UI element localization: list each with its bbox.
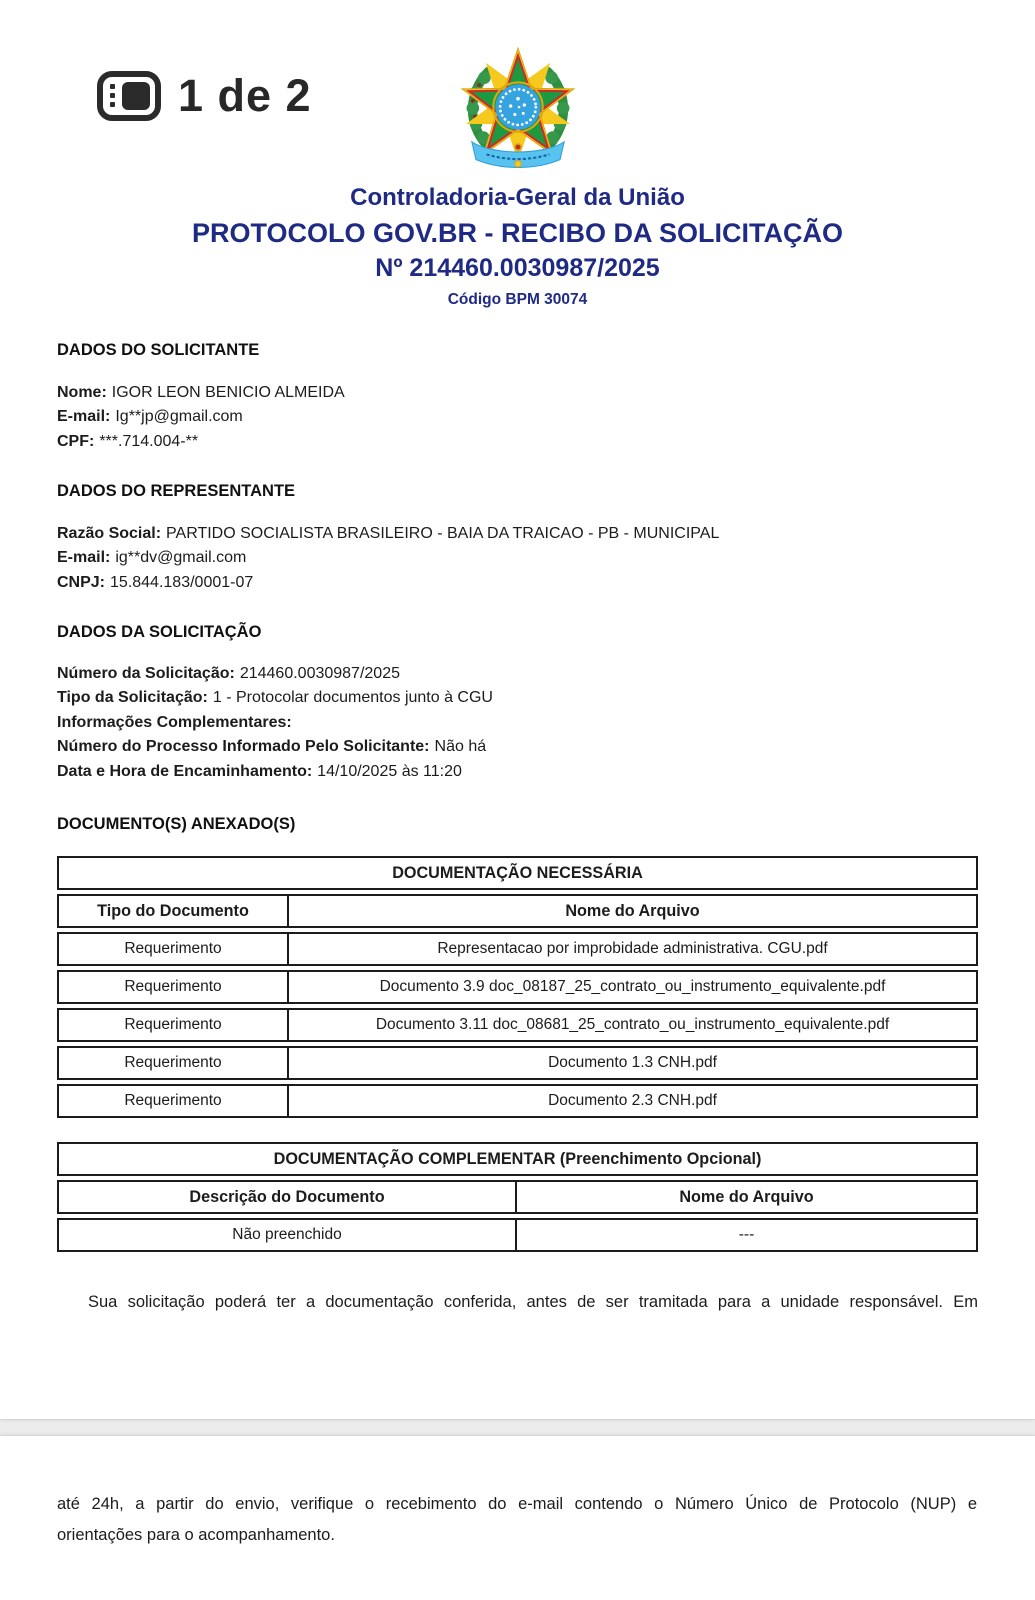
field-numero-solicitacao [57, 662, 978, 686]
field-label: E-mail: [57, 408, 111, 426]
field-cnpj [57, 571, 978, 595]
field-value: PARTIDO SOCIALISTA BRASILEIRO - BAIA DA TRAICAO - PB - MUNICIPAL [166, 525, 720, 542]
field-value: ***.714.004-** [99, 432, 199, 450]
document-title: PROTOCOLO GOV.BR - RECIBO DA SOLICITAÇÃO [191, 218, 844, 248]
field-label: Razão Social: [57, 525, 162, 542]
table-row [57, 1084, 978, 1118]
cell-tipo: Requerimento [124, 1016, 222, 1033]
table-row [57, 932, 978, 966]
field-cpf [57, 430, 978, 454]
heading-representante: DADOS DO REPRESENTANTE [57, 482, 296, 500]
heading-solicitacao: DADOS DA SOLICITAÇÃO [57, 623, 262, 641]
cell-tipo: Requerimento [124, 1054, 222, 1071]
footer-paragraph-page1: Sua solicitação poderá ter a documentação conferida, antes de ser tramitada para a unidade responsável. Em [88, 1293, 978, 1311]
cell-tipo: Requerimento [124, 978, 222, 995]
cell-arquivo: Documento 1.3 CNH.pdf [287, 1048, 976, 1078]
bpm-code: Código BPM 30074 [447, 291, 588, 308]
field-label: Número da Solicitação: [57, 665, 235, 682]
table-documentacao-necessaria [57, 856, 978, 1122]
table-title: DOCUMENTAÇÃO COMPLEMENTAR (Preenchimento Opcional) [273, 1149, 762, 1168]
heading-solicitante: DADOS DO SOLICITANTE [57, 341, 260, 359]
field-value: Ig**jp@gmail.com [115, 408, 243, 426]
emblem-wrap [0, 42, 1035, 168]
cell-descricao: Não preenchido [232, 1226, 342, 1243]
protocol-number: Nº 214460.0030987/2025 [375, 254, 660, 282]
field-label: CNPJ: [57, 573, 106, 591]
footer-line-2: orientações para o acompanhamento. [57, 1526, 335, 1544]
footer-paragraph-page2 [57, 1489, 977, 1551]
table-header-row [57, 894, 978, 928]
cell-arquivo: --- [515, 1220, 976, 1250]
field-razao-social [57, 522, 978, 546]
field-value: 14/10/2025 às 11:20 [317, 762, 462, 780]
field-value: IGOR LEON BENICIO ALMEIDA [111, 384, 345, 401]
field-label: CPF: [57, 432, 95, 450]
field-numero-processo [57, 735, 978, 759]
cell-tipo: Requerimento [124, 940, 222, 957]
table-title: DOCUMENTAÇÃO NECESSÁRIA [392, 863, 643, 882]
field-label: Data e Hora de Encaminhamento: [57, 762, 313, 780]
field-email-representante [57, 546, 978, 570]
cell-arquivo: Documento 3.9 doc_08187_25_contrato_ou_instrumento_equivalente.pdf [287, 972, 976, 1002]
table-row [57, 970, 978, 1004]
footer-line-1: até 24h, a partir do envio, verifique o recebimento do e-mail contendo o Número Único de Protocolo (NUP) e [57, 1495, 977, 1513]
org-name: Controladoria-Geral da União [350, 184, 685, 211]
heading-anexados: DOCUMENTO(S) ANEXADO(S) [57, 815, 296, 833]
page-indicator-label: 1 de 2 [178, 70, 312, 121]
field-value: 1 - Protocolar documentos junto à CGU [212, 689, 493, 707]
field-label: E-mail: [57, 549, 111, 567]
column-header-tipo: Tipo do Documento [97, 901, 249, 920]
fields-representante [57, 522, 978, 595]
field-data-hora [57, 760, 978, 784]
field-value: 214460.0030987/2025 [239, 665, 400, 682]
page-2 [0, 1436, 1035, 1600]
table-row [57, 1008, 978, 1042]
cell-arquivo: Representacao por improbidade administrativa. CGU.pdf [287, 934, 976, 964]
field-value: Não há [434, 738, 487, 756]
field-label: Número do Processo Informado Pelo Solicitante: [57, 738, 430, 756]
brazil-coat-of-arms-icon [451, 42, 585, 168]
table-title-row [57, 856, 978, 890]
page-separator [0, 1419, 1035, 1436]
field-informacoes-complementares [57, 711, 978, 735]
field-value: ig**dv@gmail.com [115, 549, 247, 567]
table-header-row [57, 1180, 978, 1214]
column-header-descricao: Descrição do Documento [189, 1187, 385, 1206]
table-row [57, 1046, 978, 1080]
table-documentacao-complementar [57, 1142, 978, 1256]
field-nome [57, 381, 978, 405]
fields-solicitante [57, 381, 978, 454]
table-title-row [57, 1142, 978, 1176]
fields-solicitacao [57, 662, 978, 784]
field-value: 15.844.183/0001-07 [110, 573, 254, 591]
field-label: Informações Complementares: [57, 713, 292, 731]
cell-arquivo: Documento 3.11 doc_08681_25_contrato_ou_instrumento_equivalente.pdf [287, 1010, 976, 1040]
field-label: Nome: [57, 384, 107, 401]
cell-tipo: Requerimento [124, 1092, 222, 1109]
column-header-arquivo: Nome do Arquivo [287, 896, 976, 926]
table-row [57, 1218, 978, 1252]
column-header-arquivo: Nome do Arquivo [515, 1182, 976, 1212]
field-label: Tipo da Solicitação: [57, 689, 208, 707]
field-tipo-solicitacao [57, 686, 978, 710]
field-email-solicitante [57, 405, 978, 429]
cell-arquivo: Documento 2.3 CNH.pdf [287, 1086, 976, 1116]
